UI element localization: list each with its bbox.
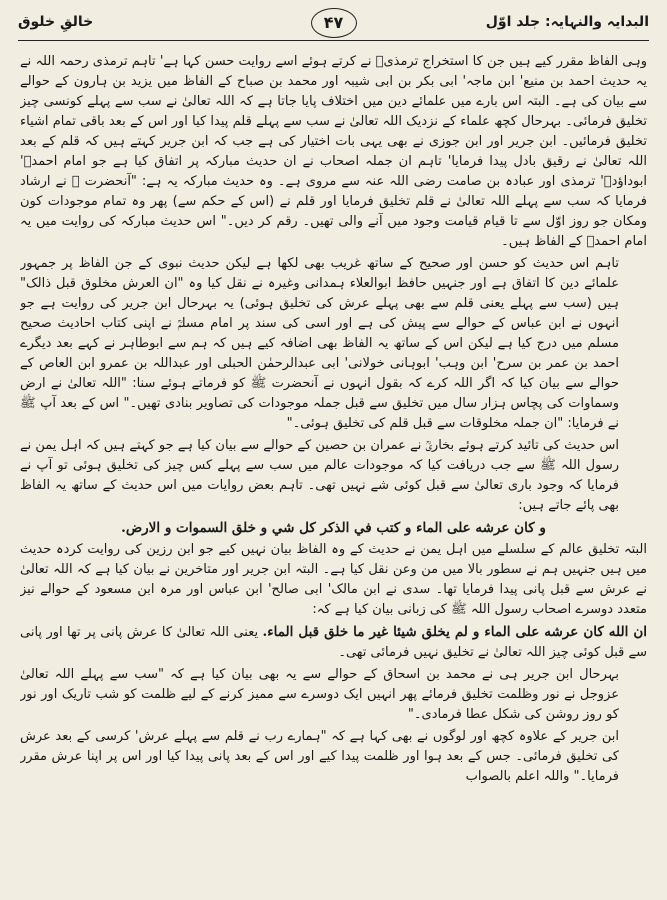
- arabic-quote: و كان عرشه على الماء و كتب في الذكر كل شي و خلق السموات و الارض.: [121, 520, 546, 536]
- paragraph: ابن جریر کے علاوہ کچھ اور لوگوں نے بھی کہا ہے کہ "ہمارے رب نے قلم سے پہلے عرش' کرسی کے بعد عرش کی تخلیق فرمائی۔ جس کے بعد ہوا اور ظلمت پیدا کیے اور اس کے بعد پانی پیدا کیا اور اس پر اپنا عرش مقرر فرمایا۔" واللہ اعلم بالصواب: [20, 729, 619, 784]
- paragraph: البتہ تخلیق عالم کے سلسلے میں اہل یمن نے حدیث کے وہ الفاظ بیان نہیں کیے جو ابن رزین کی روایت کردہ حدیث میں ہیں جنہیں ہم نے سطور بالا میں من وعن نقل کیا ہے۔ البتہ ابن جریر اور متاخرین نے بیان کیا ہے کہ اللہ تعالیٰ نے عرش سے قبل پانی پیدا فرمایا تھا۔ سدی نے ابن مالک' ابی صالح' ابن عباس اور مرہ ابن مسعود کے حوالے نیز متعدد دوسرے اصحاب رسول اللہ ﷺ کی زبانی بیان کیا ہے کہ:: [20, 542, 647, 617]
- arabic-quote-line: [20, 622, 647, 663]
- paragraph: وہی الفاظ مقرر کیے ہیں جن کا استخراج ترمذیؒ نے کرتے ہوئے اسے روایت حسن کہا ہے' تاہم ترمذی رحمہ اللہ نے یہ حدیث احمد بن منیع' ابن ماجہ' ابی بکر بن ابی شیبہ اور محمد بن صباح کے الفاظ میں یزید بن ہارون کے حوالے سے بیان کی ہے۔ البتہ اس بارے میں علمائے دین میں اختلاف پایا جاتا ہے کہ اللہ تعالیٰ نے سب سے پہلے کونسی چیز تخلیق فرمائی۔ بہرحال کچھ علماء کے نزدیک اللہ تعالیٰ نے سب سے پہلے قلم پیدا کیا اور اس کے بعد باقی تمام اشیاء تخلیق فرمائیں۔ ابن جریر اور ابن جوزی نے بھی یہی بات اختیار کی ہے جب کہ ابن جریر کہتے ہیں کہ قلم کے بعد اللہ تعالیٰ نے رقیق بادل پیدا فرمایا' تاہم ان جملہ اصحاب نے ان حدیث مبارکہ پر اتفاق کیا ہے جو امام احمدؒ' ابوداؤدؒ' ترمذی اور عبادہ بن صامت رضی اللہ عنہ سے مروی ہے۔ وہ حدیث مبارکہ یہ ہے: "آنحضرت ﷺ نے ارشاد فرمایا کہ سب سے پہلے اللہ تعالیٰ نے قلم تخلیق فرمایا اور قلم نے (اس کے حکم سے) پھر وہ تمام موجودات کون ومکان جو روز اوّل سے تا قیام قیامت وجود میں آنے والی تھیں۔ رقم کر دیں۔" اس حدیث مبارکہ کی روایت میں یہ امام احمدؒ کے الفاظ ہیں۔: [20, 54, 647, 249]
- paragraph: اس حدیث کی تائید کرتے ہوئے بخاریؒ نے عمران بن حصین کے حوالے سے بیان کیا ہے جو کہتے ہیں کہ اہل یمن نے رسول اللہ ﷺ سے جب دریافت کیا کہ موجودات عالم میں سب سے پہلے کس چیز کی تخلیق ہوئی تو آپ نے فرمایا کہ وجود باری تعالیٰ سے قبل کوئی شے نہیں تھی۔ تاہم بعض روایات میں اس حدیث کے ساتھ یہ الفاظ بھی پائے جاتے ہیں:: [20, 438, 619, 513]
- page-header: [18, 8, 649, 48]
- section-title: خالقِ خلوق: [18, 14, 94, 30]
- page-body: [20, 52, 647, 894]
- page-number: ۴۷: [311, 8, 357, 38]
- book-title: البدایہ والنہایہ: جلد اوّل: [485, 14, 649, 30]
- paragraph: تاہم اس حدیث کو حسن اور صحیح کے ساتھ غریب بھی لکھا ہے لیکن حدیث نبوی کے جن الفاظ پر جمہور علمائے دین کا اتفاق ہے اور جنہیں حافظ ابوالعلاء ہمدانی وغیرہ نے نقل کیا وہ "ان العرش مخلوق قبل ذالک" ہیں (سب سے پہلے یعنی قلم سے بھی پہلے عرش کی تخلیق ہوئی) یہ بہرحال ابن جریر کی روایت ہے جو انہوں نے ابن عباس کے حوالے سے پیش کی ہے اور اسی کی سند پر امام مسلمؒ نے اپنی کتاب احادیث صحیح مسلم میں درج کیا ہے لیکن اس کے ساتھ یہ الفاظ بھی اضافہ کیے ہیں کہ ہم سے ابوطاہر نے کہے بعد دیگرے احمد بن عمر بن سرح' ابن وہب' ابوہانی خولانی' ابی عبدالرحمٰن الحبلی اور عبداللہ بن عمرو ابن العاص کے حوالے سے بیان کیا کہ اگر اللہ کرے کہ بقول انہوں نے آنحضرت ﷺ کو فرماتے ہوئے سنا: "اللہ تعالیٰ نے ارض وسماوات کی پچاس ہزار سال میں تخلیق سے قبل جملہ موجودات کی تصاویر بنادی تھیں۔" اس کے بعد آپ ﷺ نے فرمایا: "ان جملہ مخلوقات سے قبل قلم کی تخلیق ہوئی۔": [20, 256, 619, 431]
- paragraph: بہرحال ابن جریر ہی نے محمد بن اسحاق کے حوالے سے یہ بھی بیان کیا ہے کہ "سب سے پہلے اللہ تعالیٰ عزوجل نے نور وظلمت تخلیق فرمائے پھر انہیں ایک دوسرے سے ممیز کرنے کے لیے ظلمت کو شب تاریک اور نور کو روز روشن کی شکل عطا فرمادی۔": [20, 667, 619, 722]
- arabic-quote: ان الله كان عرشه على الماء و لم يخلق شيئا غير ما خلق قبل الماء.: [262, 624, 647, 640]
- arabic-quote-translation: یعنی اللہ تعالیٰ کا عرش پانی پر تھا اور پانی سے قبل کوئی چیز اللہ تعالیٰ نے تخلیق نہیں فرمائی تھی۔: [20, 625, 647, 660]
- header-divider: [18, 40, 649, 41]
